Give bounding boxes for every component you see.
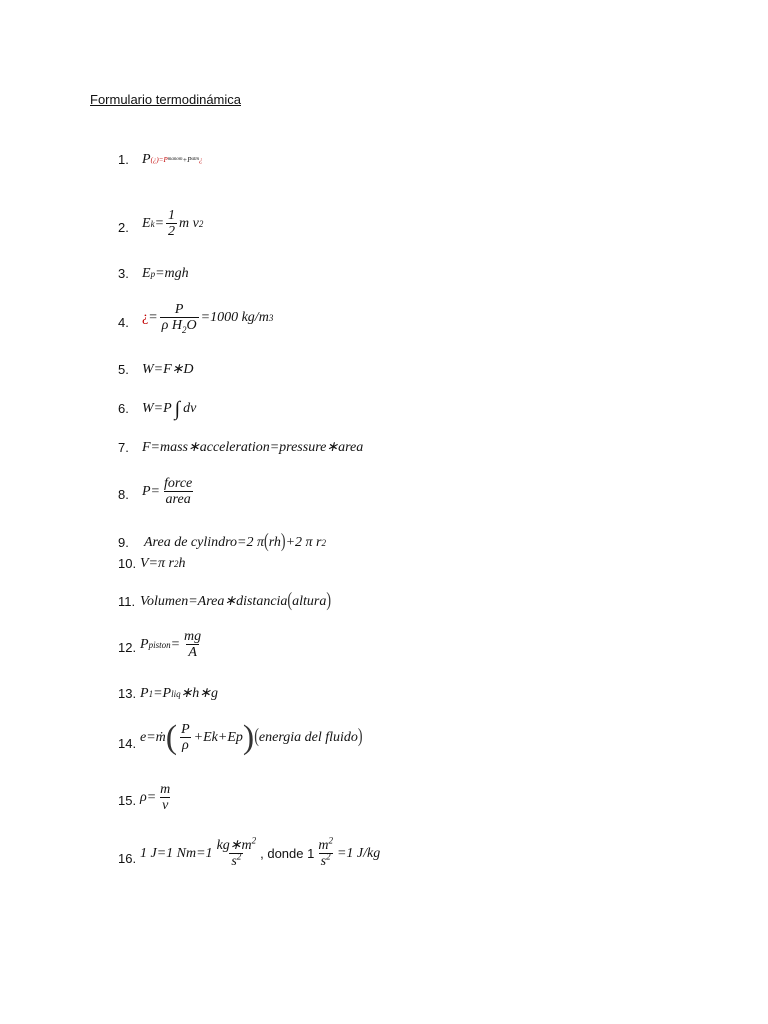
formula-volume: V=π r 2 h — [140, 556, 186, 571]
item-number: 3. — [118, 266, 129, 281]
fraction: $\frac{\text{force}}{\text{area}}$ — [164, 476, 193, 507]
formula-density-water: ¿ = $\frac{P}{\rho H_2O}$ =1000 kg/m 3 — [142, 302, 274, 335]
formula-work: W=F∗D — [142, 362, 194, 377]
formula-potential-energy: E p =mgh — [142, 266, 189, 281]
fraction: $\frac{kg∗m^2}{s^2}$ — [216, 835, 257, 869]
fraction: $\frac{1}{2}$ — [168, 208, 176, 239]
formula-piston-pressure: P piston = $\frac{mg}{A}$ — [140, 629, 202, 660]
item-number: 7. — [118, 440, 129, 455]
formula-kinetic-energy: E k = $\frac{1}{2}$ m v 2 — [142, 208, 204, 239]
fraction: $\frac{P}{\rho}$ — [181, 722, 190, 753]
formula-force: F=mass∗acceleration=pressure∗area — [142, 440, 364, 455]
formula-absolute-pressure: P (¿)=P manom +P atm ¿ — [142, 152, 203, 167]
formula-joule: 1 J=1 Nm=1 $\frac{kg∗m^2}{s^2}$ , donde 1 $\frac{m^2}{s^2}$ =1 J/kg — [140, 835, 381, 869]
item-number: 2. — [118, 220, 129, 235]
item-number: 1. — [118, 152, 129, 167]
formula-pressure: P= $\frac{\text{force}}{\text{area}}$ — [142, 476, 193, 507]
item-number: 10. — [118, 556, 137, 571]
formula-volume-distance: Volumen=Area∗distancia ( altura ) — [140, 590, 331, 612]
formula-work-integral: W=P ∫ dv — [142, 398, 197, 420]
formula-cylinder-area: Area de cylindro=2 π ( rh ) +2 π r 2 — [144, 531, 326, 553]
item-number: 4. — [118, 315, 129, 330]
formula-density: ρ= $\frac{m}{v}$ — [140, 782, 171, 813]
fraction: $\frac{mg}{A}$ — [184, 629, 202, 660]
item-number: 13. — [118, 686, 137, 701]
fraction: $\frac{m^2}{s^2}$ — [318, 835, 333, 869]
fraction: $\frac{m}{v}$ — [160, 782, 171, 813]
formula-fluid-energy: e=ṁ ( $\frac{P}{\rho}$ +Ek+Ep ) ( energia del fluido ) — [140, 718, 363, 756]
item-number: 6. — [118, 401, 129, 416]
page-title: Formulario termodinámica — [90, 92, 241, 107]
item-number: 14. — [118, 736, 137, 751]
item-number: 9. — [118, 535, 129, 550]
formula-liquid-pressure: P 1 =P liq ∗h∗g — [140, 686, 219, 701]
fraction: $\frac{P}{\rho H_2O}$ — [161, 302, 197, 335]
item-number: 15. — [118, 793, 137, 808]
item-number: 16. — [118, 851, 137, 866]
item-number: 8. — [118, 487, 129, 502]
item-number: 5. — [118, 362, 129, 377]
item-number: 12. — [118, 640, 137, 655]
item-number: 11. — [118, 594, 136, 609]
